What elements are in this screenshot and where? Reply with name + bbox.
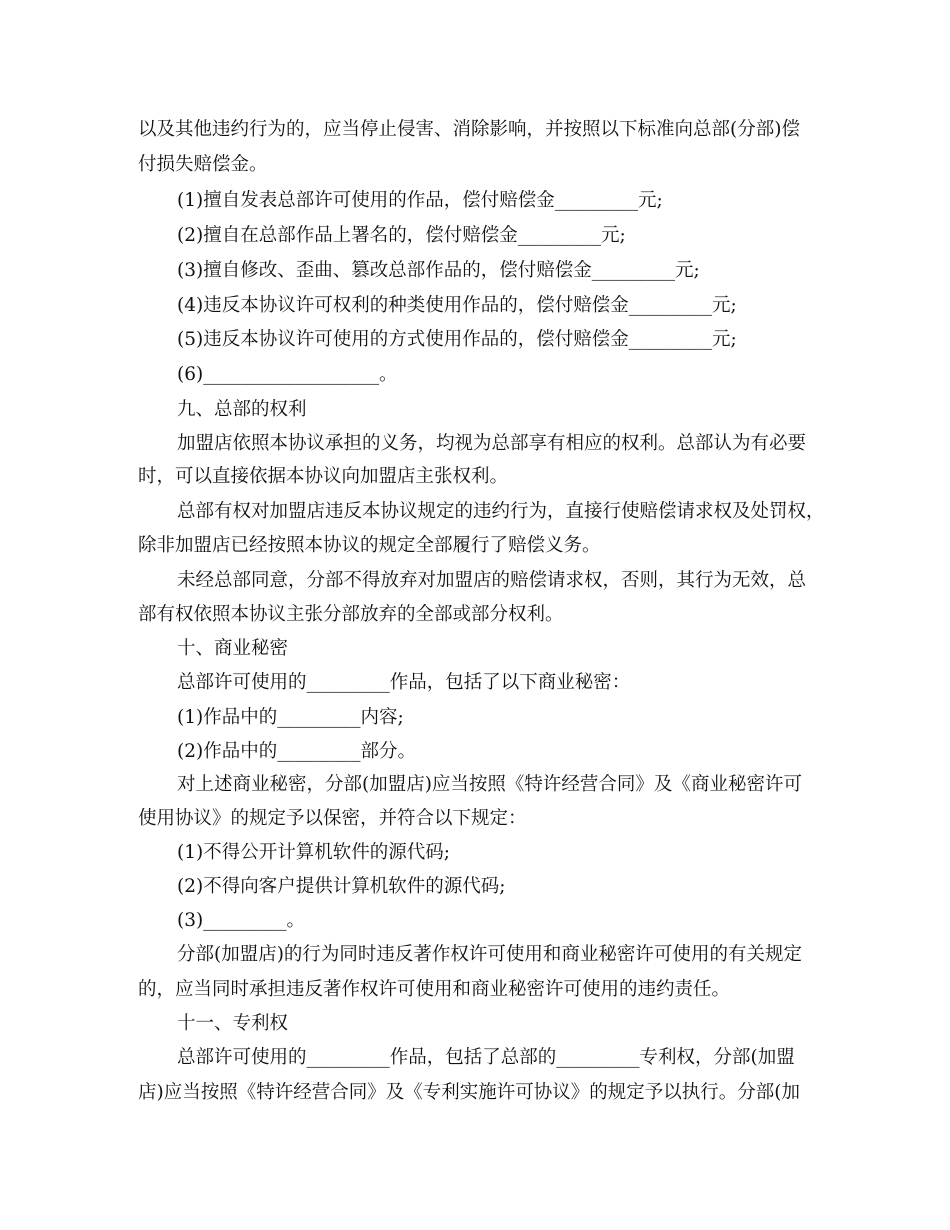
section-heading: 十一、专利权 <box>177 1013 289 1034</box>
list-item-2: (2)不得向客户提供计算机软件的源代码; <box>177 876 506 897</box>
paragraph-line: 店)应当按照《特许经营合同》及《专利实施许可协议》的规定予以执行。分部(加 <box>138 1082 800 1103</box>
list-item-5: (5)违反本协议许可使用的方式使用作品的，偿付赔偿金_________元; <box>177 329 737 350</box>
paragraph-line: 使用协议》的规定予以保密，并符合以下规定： <box>138 808 527 829</box>
list-item-6: (6)___________________。 <box>177 364 398 385</box>
section-heading: 九、总部的权利 <box>177 399 307 420</box>
list-item-1: (1)不得公开计算机软件的源代码; <box>177 842 450 863</box>
list-item-4: (4)违反本协议许可权利的种类使用作品的，偿付赔偿金_________元; <box>177 295 737 316</box>
paragraph-line: 对上述商业秘密，分部(加盟店)应当按照《特许经营合同》及《商业秘密许可 <box>177 774 802 795</box>
paragraph-line: 部有权依照本协议主张分部放弃的全部或部分权利。 <box>138 604 564 625</box>
list-item-2: (2)擅自在总部作品上署名的，偿付赔偿金_________元; <box>177 225 626 246</box>
paragraph-line: 总部许可使用的_________作品，包括了以下商业秘密： <box>177 672 631 693</box>
paragraph-line: 分部(加盟店)的行为同时违反著作权许可使用和商业秘密许可使用的有关规定 <box>177 944 802 965</box>
paragraph-line: 总部许可使用的_________作品，包括了总部的_________专利权，分部(加盟 <box>177 1047 795 1068</box>
paragraph-line: 时，可以直接依据本协议向加盟店主张权利。 <box>138 466 509 487</box>
paragraph-line: 付损失赔偿金。 <box>138 154 268 175</box>
section-heading: 十、商业秘密 <box>177 638 289 659</box>
paragraph-line: 以及其他违约行为的，应当停止侵害、消除影响，并按照以下标准向总部(分部)偿 <box>138 119 800 140</box>
paragraph-line: 除非加盟店已经按照本协议的规定全部履行了赔偿义务。 <box>138 535 601 556</box>
list-item-1: (1)擅自发表总部许可使用的作品，偿付赔偿金_________元; <box>177 190 663 211</box>
list-item-2: (2)作品中的_________部分。 <box>177 741 416 762</box>
paragraph-line: 加盟店依照本协议承担的义务，均视为总部享有相应的权利。总部认为有必要 <box>177 433 807 454</box>
list-item-3: (3)_________。 <box>177 910 305 931</box>
list-item-3: (3)擅自修改、歪曲、篡改总部作品的，偿付赔偿金_________元; <box>177 260 700 281</box>
paragraph-line: 总部有权对加盟店违反本协议规定的违约行为，直接行使赔偿请求权及处罚权， <box>177 501 825 522</box>
paragraph-line: 未经总部同意，分部不得放弃对加盟店的赔偿请求权，否则，其行为无效，总 <box>177 570 807 591</box>
paragraph-line: 的，应当同时承担违反著作权许可使用和商业秘密许可使用的违约责任。 <box>138 979 731 1000</box>
list-item-1: (1)作品中的_________内容; <box>177 707 404 728</box>
